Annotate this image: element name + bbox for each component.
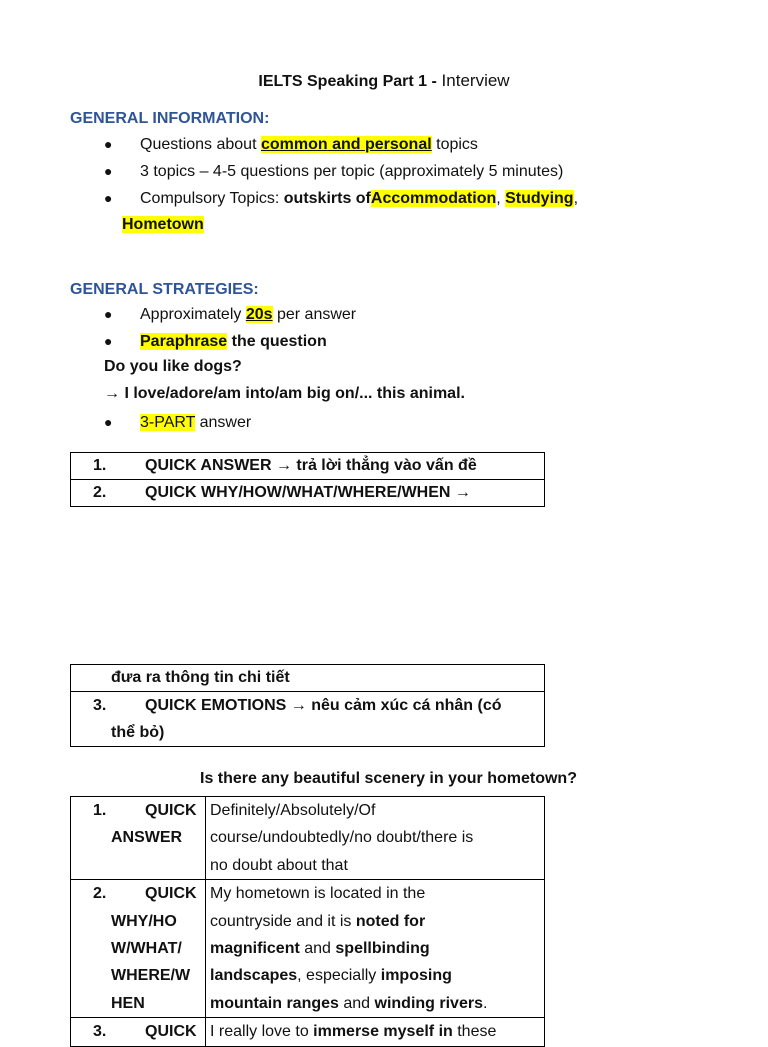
- table-row: 1. QUICK ANSWER → trả lời thẳng vào vấn đề: [71, 453, 545, 480]
- answer-structure-table-continued: [70, 664, 545, 747]
- bullet-icon: ●: [104, 414, 113, 430]
- bullet-item: ● Questions about common and personal topics: [104, 131, 478, 158]
- example-question: Do you like dogs?: [104, 358, 242, 375]
- bullet-icon: ●: [104, 163, 113, 179]
- answer-structure-table: [70, 452, 545, 507]
- bullet-icon: ●: [104, 333, 113, 349]
- general-info-heading: GENERAL INFORMATION:: [70, 110, 270, 127]
- general-strategies-heading: GENERAL STRATEGIES:: [70, 281, 259, 298]
- bullet-icon: ●: [104, 306, 113, 322]
- bullet-item: ● Compulsory Topics: outskirts ofAccommodation, Studying,: [104, 185, 578, 212]
- table-row: 3. QUICK EMOTIONS → nêu cảm xúc cá nhân (có thể bỏ): [71, 692, 545, 747]
- table-row: 2. QUICK WHY/HO W/WHAT/ WHERE/W HEN My hometown is located in the countryside and it is noted for magnificent and spellbinding landscapes, especially imposing mountain ranges and winding rivers.: [71, 880, 545, 1018]
- table-row: 1. QUICK ANSWER Definitely/Absolutely/Of course/undoubtedly/no doubt/there is no doubt about that: [71, 797, 545, 880]
- table-row: 2. QUICK WHY/HOW/WHAT/WHERE/WHEN →: [71, 480, 545, 507]
- table-row: đưa ra thông tin chi tiết: [71, 665, 545, 692]
- title-rest: Interview: [436, 71, 510, 90]
- page-title: [0, 71, 768, 91]
- bullet-item: ● 3 topics – 4-5 questions per topic (approximately 5 minutes): [104, 158, 563, 185]
- bullet-icon: ●: [104, 136, 113, 152]
- bullet-item: ● 3-PART answer: [104, 409, 251, 436]
- bullet-icon: ●: [104, 190, 113, 206]
- bullet-continuation: Hometown: [122, 216, 204, 233]
- example-answer: → I love/adore/am into/am big on/... this animal.: [104, 385, 465, 402]
- sample-answer-table: [70, 796, 545, 1047]
- sample-question: Is there any beautiful scenery in your hometown?: [200, 770, 577, 787]
- table-row: 3. QUICK I really love to immerse myself in these: [71, 1018, 545, 1046]
- bullet-item: ● Approximately 20s per answer: [104, 301, 356, 328]
- title-bold: IELTS Speaking Part 1 -: [258, 73, 437, 90]
- bullet-item: ● Paraphrase the question: [104, 328, 327, 355]
